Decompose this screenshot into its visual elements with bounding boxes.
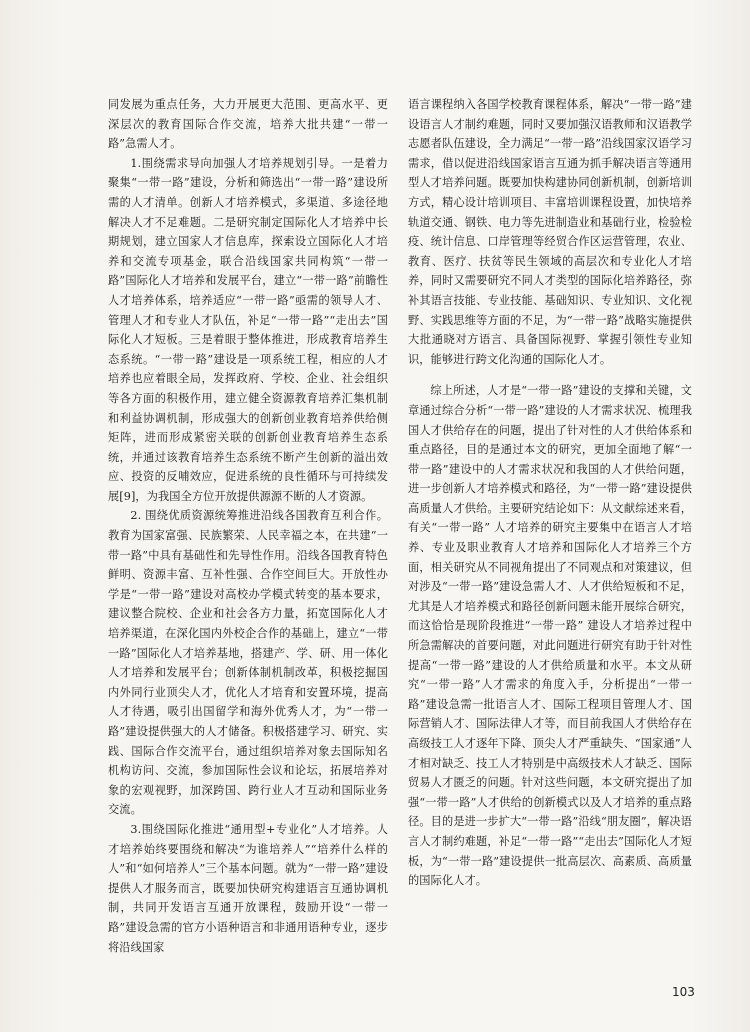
paragraph-point-3: 3.围绕国际化推进“通用型+专业化”人才培养。人才培养始终要围绕和解决“为谁培养人”“培养什么样的人”和“如何培养人”三个基本问题。就为“一带一路”建设提供人才服务而言，既要加快研究构建语言互通协调机制，共同开发语言互通开放课程，鼓励开设“一带一路”建设急需的官方小语种语言和非通用语种专业，逐步将沿线国家 — [108, 822, 388, 954]
paragraph-point-1: 1.围绕需求导向加强人才培养规划引导。一是着力聚集“一带一路”建设，分析和筛选出“一带一路”建设所需的人才清单。创新人才培养模式，多渠道、多途径地解决人才不足难题。二是研究制定国际化人才培养中长期规划，建立国家人才信息库，探索设立国际化人才培养和交流专项基金，联合沿线国家共同构筑“一带一路”国际化人才培养和发展平台，建立“一带一路”前瞻性人才培养体系，培养适应“一带一路”亟需的领导人才、管理人才和专业人才队伍，补足“一带一路”“走出去”国际化人才短板。三是着眼于整体推进，形成教育培养生态系统。“一带一路”建设是一项系统工程，相应的人才培养也应着眼全局，发挥政府、学校、企业、社会组织等各方面的积极作用，建立健全资源教育培养汇集机制和利益协调机制，形成强大的创新创业教育培养供给侧矩阵，进而形成紧密关联的创新创业教育培养生态系统，并通过该教育培养生态系统不断产生创新的溢出效应、投资的反哺效应，促进系统的良性循环与可持续发展[9]，为我国全方位开放提供源源不断的人才资源。 — [108, 156, 388, 503]
left-text-column — [108, 95, 388, 957]
paragraph-point-2: 2. 围绕优质资源统筹推进沿线各国教育互利合作。教育为国家富强、民族繁荣、人民幸福之本，在共建“一带一路”中具有基础性和先导性作用。沿线各国教育特色鲜明、资源丰富、互补性强、合作空间巨大。开放性办学是“一带一路”建设对高校办学模式转变的基本要求，建议整合院校、企业和社会各方力量，拓宽国际化人才培养渠道，在深化国内外校企合作的基础上，建立“一带一路”国际化人才培养基地，搭建产、学、研、用一体化人才培养和发展平台；创新体制机制改革，积极挖掘国内外同行业顶尖人才，优化人才培育和安置环境，提高人才待遇，吸引出国留学和海外优秀人才，为“一带一路”建设提供强大的人才储备。积极搭建学习、研究、实践、国际合作交流平台，通过组织培养对象去国际知名机构访问、交流，参加国际性会议和论坛，拓展培养对象的宏观视野，加深跨国、跨行业人才互动和国际业务交流。 — [108, 509, 388, 817]
paragraph-point-3-continued: 语言课程纳入各国学校教育课程体系，解决“一带一路”建设语言人才制约难题，同时又要加强汉语教师和汉语教学志愿者队伍建设，全力满足“一带一路”沿线国家汉语学习需求，借以促进沿线国家语言互通为抓手解决语言等通用型人才培养问题。既要加快构建协同创新机制，创新培训方式，精心设计培训项目、丰富培训课程设置，加快培养轨道交通、钢铁、电力等先进制造业和基础行业，检验检疫、统计信息、口岸管理等经贸合作区运营管理，农业、教育、医疗、扶贫等民生领域的高层次和专业化人才培养，同时又需要研究不同人才类型的国际化培养路径，弥补其语言技能、专业技能、基础知识、专业知识、文化视野、实践思维等方面的不足，为“一带一路”战略实施提供大批通晓对方语言、具备国际视野、掌握引领性专业知识，能够进行跨文化沟通的国际化人才。 — [408, 98, 692, 366]
right-text-column — [408, 95, 692, 891]
paragraph-intro-continued: 同发展为重点任务，大力开展更大范围、更高水平、更深层次的教育国际合作交流，培养大批共建“一带一路”急需人才。 — [108, 98, 388, 151]
page-number: 103 — [672, 985, 695, 999]
paragraph-conclusion: 综上所述，人才是“一带一路”建设的支撑和关键，文章通过综合分析“一带一路”建设的人才需求状况、梳理我国人才供给存在的问题，提出了针对性的人才供给体系和重点路径，目的是通过本文的研究，更加全面地了解“一带一路”建设中的人才需求状况和我国的人才供给问题，进一步创新人才培养模式和路径，为“一带一路”建设提供高质量人才供给。主要研究结论如下：从文献综述来看，有关“一带一路” 人才培养的研究主要集中在语言人才培养、专业及职业教育人才培养和国际化人才培养三个方面，相关研究从不同视角提出了不同观点和对策建议，但对涉及“一带一路”建设急需人才、人才供给短板和不足，尤其是人才培养模式和路径创新问题未能开展综合研究，而这恰恰是现阶段推进“一带一路” 建设人才培养过程中所急需解决的首要问题，对此问题进行研究有助于针对性提高“一带一路”建设的人才供给质量和水平。本文从研究“一带一路”人才需求的角度入手，分析提出“一带一路”建设急需一批语言人才、国际工程项目管理人才、国际营销人才、国际法律人才等，而目前我国人才供给存在高级技工人才逐年下降、顶尖人才严重缺失、“国家通”人才相对缺乏、技工人才特别是中高级技术人才缺乏、国际贸易人才匮乏的问题。针对这些问题，本文研究提出了加强“一带一路”人才供给的创新模式以及人才培养的重点路径。目的是进一步扩大“一带一路”沿线“朋友圈”，解决语言人才制约难题，补足“一带一路”“走出去”国际化人才短板，为“一带一路”建设提供一批高层次、高素质、高质量的国际化人才。 — [408, 384, 692, 888]
